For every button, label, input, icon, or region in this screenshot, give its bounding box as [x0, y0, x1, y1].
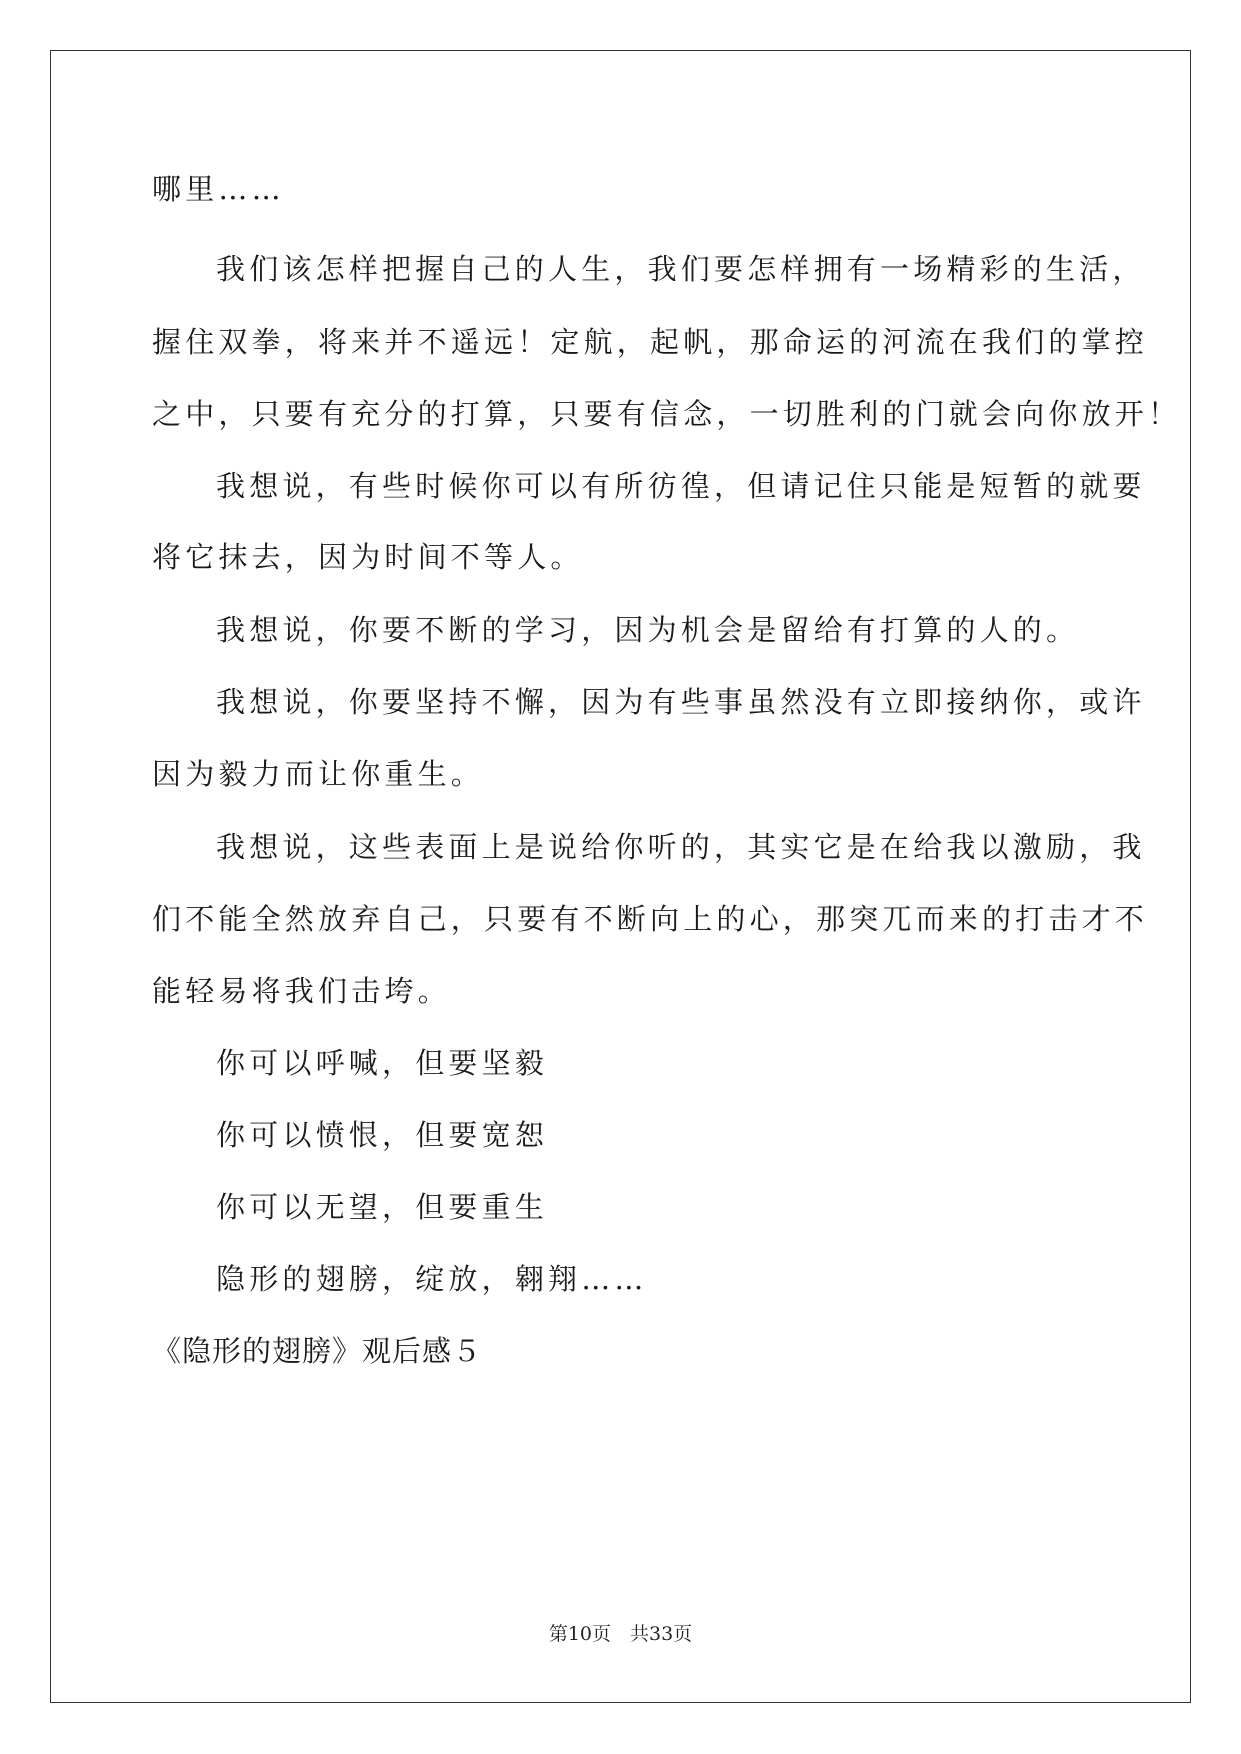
paragraph-line: 隐形的翅膀，绽放，翱翔……	[216, 1262, 648, 1296]
page-number: 第10页 共33页	[548, 1623, 693, 1645]
paragraph-line: 你可以呼喊，但要坚毅	[216, 1046, 549, 1080]
paragraph-line: 你可以愤恨，但要宽恕	[216, 1118, 549, 1152]
paragraph-line: 我想说，你要不断的学习，因为机会是留给有打算的人的。	[216, 613, 1080, 647]
paragraph-line: 我想说，这些表面上是说给你听的，其实它是在给我以激励，我	[216, 830, 1146, 864]
text-line: 握住双拳，将来并不遥远！定航，起帆，那命运的河流在我们的掌控	[152, 325, 1149, 359]
paragraph-line: 我想说，你要坚持不懈，因为有些事虽然没有立即接纳你，或许	[216, 685, 1146, 719]
text-line: 哪里……	[152, 172, 285, 206]
text-line: 能轻易将我们击垮。	[152, 974, 451, 1008]
paragraph-line: 我们该怎样把握自己的人生，我们要怎样拥有一场精彩的生活，	[216, 252, 1146, 286]
paragraph-line: 你可以无望，但要重生	[216, 1190, 549, 1224]
text-line: 将它抹去，因为时间不等人。	[152, 540, 584, 574]
page-border	[50, 50, 1191, 1703]
section-heading: 《隐形的翅膀》观后感５	[152, 1334, 483, 1368]
text-line: 们不能全然放弃自己，只要有不断向上的心，那突兀而来的打击才不	[152, 902, 1149, 936]
paragraph-line: 我想说，有些时候你可以有所彷徨，但请记住只能是短暂的就要	[216, 469, 1146, 503]
text-line: 之中，只要有充分的打算，只要有信念，一切胜利的门就会向你放开！	[152, 397, 1182, 431]
text-line: 因为毅力而让你重生。	[152, 757, 485, 791]
